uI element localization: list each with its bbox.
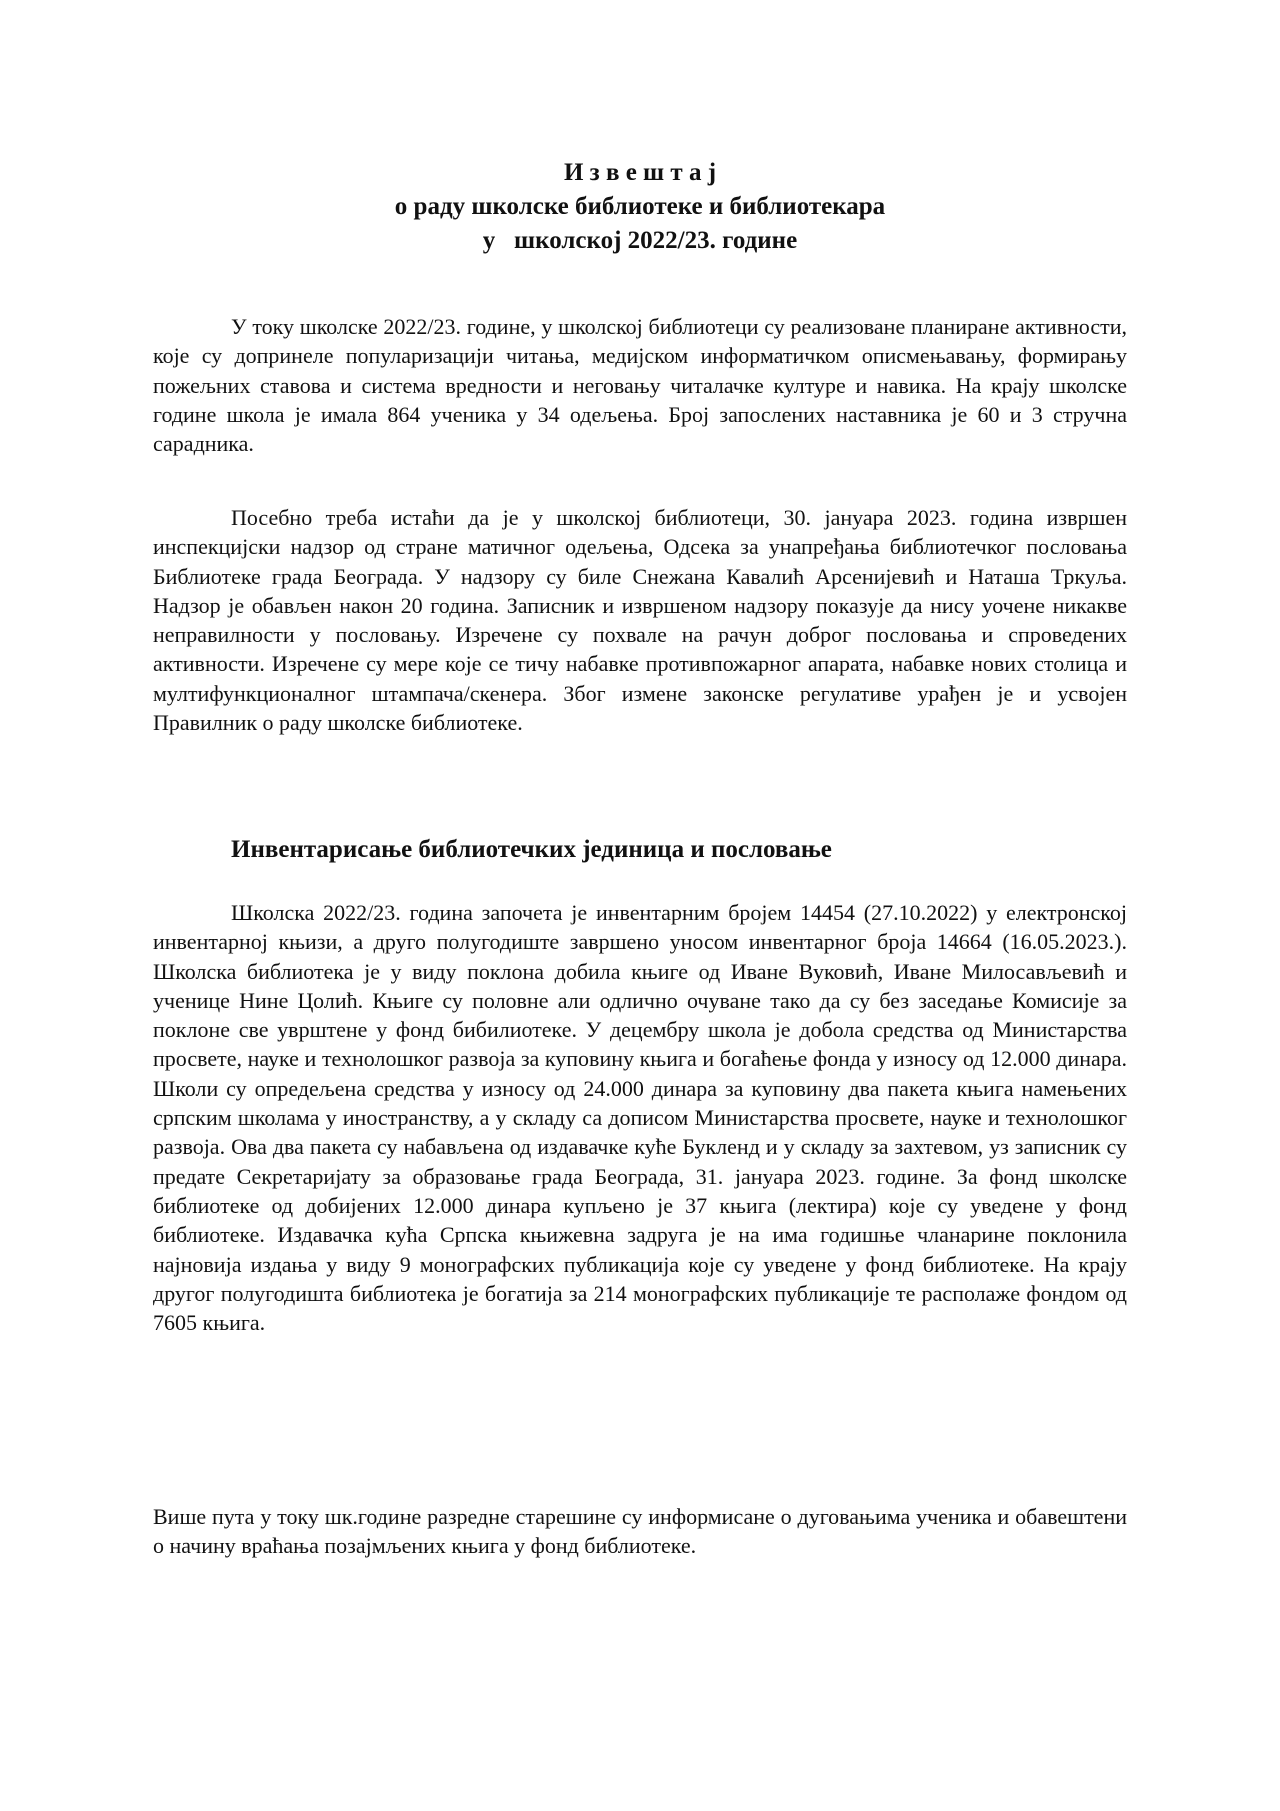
section-heading-inventory: Инвентарисање библиотечких јединица и пословање xyxy=(231,836,832,863)
paragraph-debts: Више пута у току шк.године разредне старешине су информисане о дуговањима ученика и обавештени о начину враћања позајмљених књига у фонд библиотеке. xyxy=(153,1504,1127,1559)
paragraph-intro: У току школске 2022/23. године, у школској библиотеци су реализоване планиране активности, које су допринеле популаризацији читања, медијском информатичком описмењавању, формирању пожељних ставова и система вредности и неговању читалачке културе и навика. На крају школске године школа је имала 864 ученика у 34 одељења. Број запослених наставника је 60 и 3 стручна сарадника. xyxy=(153,314,1127,457)
title-line-1: И з в е ш т а ј xyxy=(563,159,717,186)
report-title xyxy=(153,156,1127,258)
paragraph-inspection: Посебно треба истаћи да је у школској библиотеци, 30. јануара 2023. година извршен инспекцијски надзор од стране матичног одељења, Одсека за унапређања библиотечког пословања Библиотеке града Београда. У надзору су биле Снежана Кавалић Арсенијевић и Наташа Тркуља. Надзор је обављен након 20 година. Записник и извршеном надзору показује да нису уочене никакве неправилности у пословању. Изречене су похвале на рачун доброг пословања и спроведених активности. Изречене су мере које се тичу набавке противпожарног апарата, набавке нових столица и мултифункционалног штампача/скенера. Због измене законске регулативе урађен је и усвојен Правилник о раду школске библиотеке. xyxy=(153,505,1127,736)
title-line-2: о раду школске библиотеке и библиотекара xyxy=(394,193,886,220)
title-line-3: у школској 2022/23. године xyxy=(482,227,798,254)
paragraph-inventory: Школска 2022/23. година започета је инвентарним бројем 14454 (27.10.2022) у електронској инвентарној књизи, а друго полугодиште завршено уносом инвентарног броја 14664 (16.05.2023.). Школска библиотека је у виду поклона добила књиге од Иване Вуковић, Иване Милосављевић и ученице Нине Цолић. Књиге су половне али одлично очуване тако да су без заседање Комисије за поклоне све уврштене у фонд бибилиотеке. У децембру школа је добола средства од Министарства просвете, науке и технолошког развоја за куповину књига и богаћење фонда у износу од 12.000 динара. Школи су опредељена средства у износу од 24.000 динара за куповину два пакета књига намењених српским школама у иностранству, а у складу са дописом Министарства просвете, науке и технолошког развоја. Ова два пакета су набављена од издавачке куће Букленд и у складу за захтевом, уз записник су предате Секретаријату за образовање града Београда, 31. јануара 2023. године. За фонд школске библиотеке од добијених 12.000 динара купљено је 37 књига (лектира) које су уведене у фонд библиотеке. Издавачка кућа Српска књижевна задруга је на има годишње чланарине поклонила најновија издања у виду 9 монографских публикација које су уведене у фонд библиотеке. На крају другог полугодишта библиотека је богатија за 214 монографских публикације те располаже фондом од 7605 књига. xyxy=(153,900,1127,1336)
